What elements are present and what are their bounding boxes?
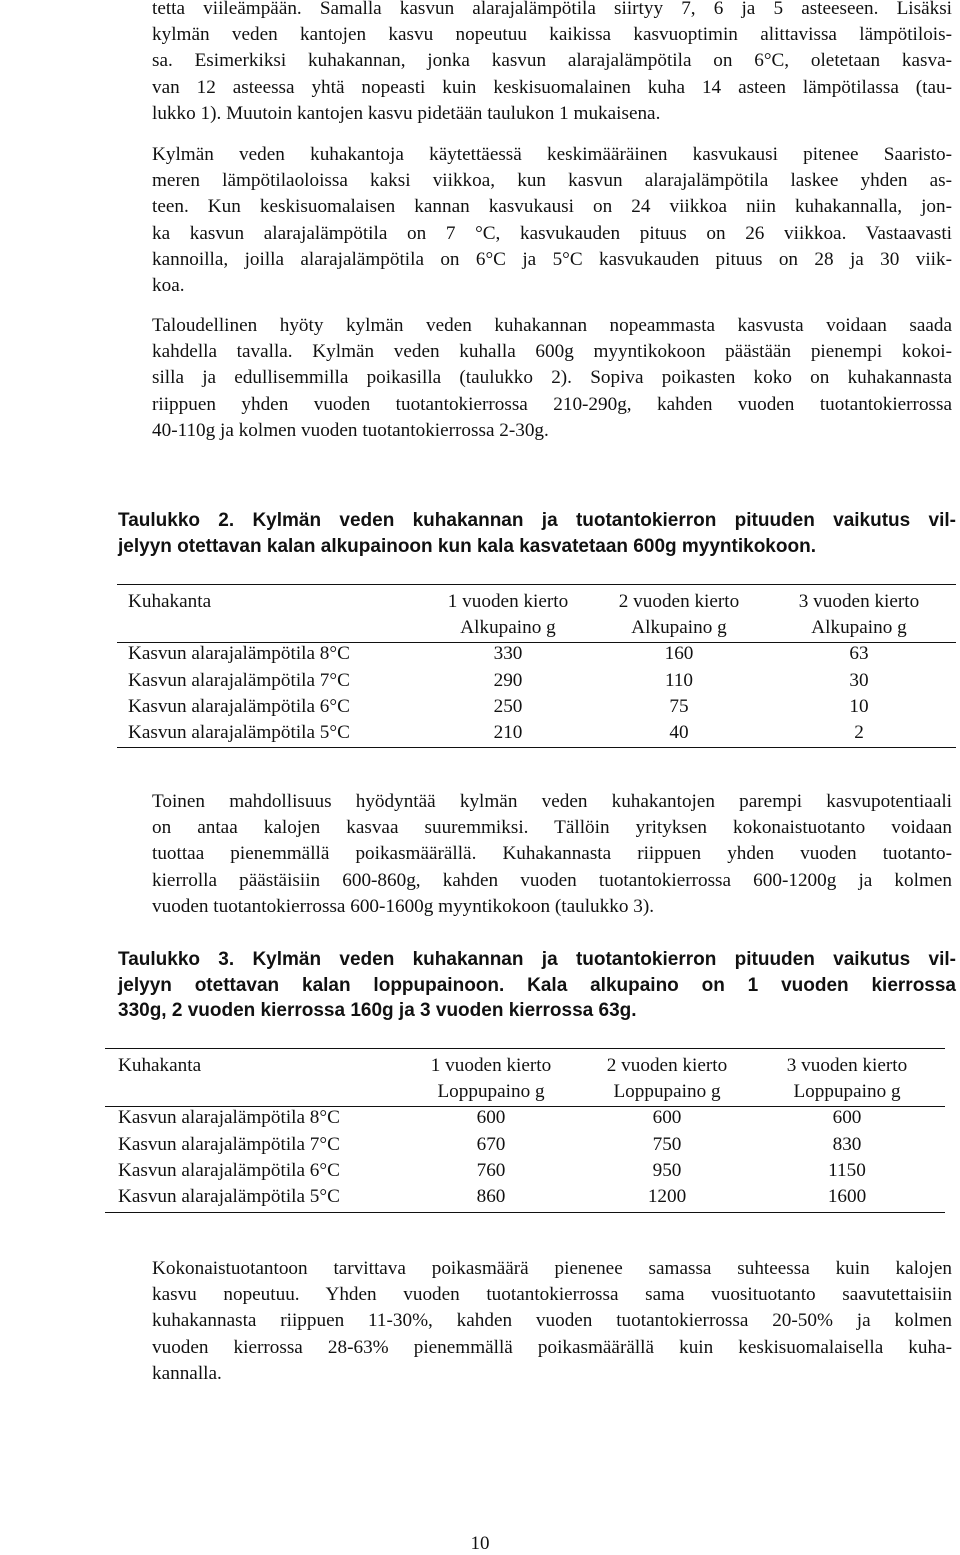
column-header: Loppupaino g bbox=[437, 1081, 545, 1103]
text-line: kylmän veden kantojen kasvu nopeutuu kaikissa kasvuoptimin alittavissa lämpötilois- bbox=[152, 24, 952, 46]
table-3-header-rule bbox=[105, 1106, 945, 1107]
table-cell: Kasvun alarajalämpötila 8°C bbox=[118, 1107, 340, 1129]
table-cell: 250 bbox=[493, 695, 523, 717]
table-3 bbox=[118, 1053, 936, 1210]
paragraph-3 bbox=[152, 313, 952, 444]
column-header: 1 vuoden kierto bbox=[447, 591, 569, 612]
table-cell: 290 bbox=[493, 669, 523, 691]
table-cell: 110 bbox=[664, 669, 694, 691]
table-2-header-rule bbox=[117, 642, 956, 643]
table-cell: 40 bbox=[669, 722, 689, 744]
table-3-bottom-rule bbox=[105, 1212, 945, 1213]
text-line: lukko 1). Muutoin kantojen kasvu pidetään taulukon 1 mukaisena. bbox=[152, 102, 661, 124]
table-cell: 63 bbox=[849, 643, 869, 665]
text-line: riippuen yhden vuoden tuotantokierrossa 210-290g, kahden vuoden tuotantokierrossa bbox=[152, 393, 952, 415]
table-cell: 670 bbox=[476, 1133, 506, 1155]
column-header: Loppupaino g bbox=[613, 1081, 721, 1103]
table-3-top-rule bbox=[105, 1048, 945, 1049]
table-header-row bbox=[128, 589, 948, 615]
column-header: Kuhakanta bbox=[118, 1055, 202, 1076]
column-header: 2 vuoden kierto bbox=[618, 591, 740, 612]
text-line: sa. Esimerkiksi kuhakannan, jonka kasvun alarajalämpötila on 6°C, oletetaan kasva- bbox=[152, 50, 952, 72]
table-row bbox=[118, 1184, 936, 1210]
text-line: on antaa kalojen kasvaa suuremmiksi. Tällöin yrityksen kokonaistuotanto voidaan bbox=[152, 817, 952, 839]
text-line: silla ja edullisemmilla poikasilla (taulukko 2). Sopiva poikasten koko on kuhakannasta bbox=[152, 367, 952, 389]
table-row bbox=[118, 1158, 936, 1184]
table-cell: 30 bbox=[849, 669, 869, 691]
text-line: meren lämpötilaoloissa kaksi viikkoa, kun kasvun alarajalämpötila laskee yhden as- bbox=[152, 170, 952, 192]
table-row bbox=[118, 1132, 936, 1158]
table-header-row bbox=[118, 1053, 936, 1079]
table-cell: 600 bbox=[476, 1107, 506, 1129]
table-3-caption bbox=[118, 947, 956, 1024]
table-cell: Kasvun alarajalämpötila 6°C bbox=[128, 695, 350, 717]
text-line: kierrolla päästäisiin 600-860g, kahden vuoden tuotantokierrossa 600-1200g ja kolmen bbox=[152, 869, 952, 891]
table-row bbox=[128, 641, 948, 667]
text-line: vuoden kierrossa 28-63% pienemmällä poikasmäärällä kuin keskisuomalaisella kuha- bbox=[152, 1336, 952, 1358]
table-2-caption bbox=[118, 508, 956, 559]
table-cell: Kasvun alarajalämpötila 8°C bbox=[128, 643, 350, 665]
table-header-row bbox=[128, 615, 948, 641]
table-2-top-rule bbox=[117, 584, 956, 585]
column-header bbox=[118, 1079, 406, 1105]
table-cell: 1150 bbox=[828, 1159, 866, 1181]
text-line: teen. Kun keskisuomalaisen kannan kasvukausi on 24 viikkoa niin kuhakannalla, jon- bbox=[152, 196, 952, 218]
text-line: 40-110g ja kolmen vuoden tuotantokierrossa 2-30g. bbox=[152, 419, 549, 441]
text-line: tuottaa pienemmällä poikasmäärällä. Kuhakannasta riippuen yhden vuoden tuotanto- bbox=[152, 843, 952, 865]
table-cell: Kasvun alarajalämpötila 7°C bbox=[128, 669, 350, 691]
table-row bbox=[128, 668, 948, 694]
column-header: 1 vuoden kierto bbox=[430, 1055, 552, 1076]
column-header: 3 vuoden kierto bbox=[786, 1055, 908, 1076]
text-line: van 12 asteessa yhtä nopeasti kuin keskisuomalainen kuha 14 asteen lämpötilassa (tau- bbox=[152, 76, 952, 98]
table-row bbox=[128, 720, 948, 746]
paragraph-1 bbox=[152, 0, 952, 127]
table-cell: Kasvun alarajalämpötila 5°C bbox=[128, 722, 350, 744]
table-cell: Kasvun alarajalämpötila 6°C bbox=[118, 1159, 340, 1181]
table-cell: 330 bbox=[493, 643, 523, 665]
table-row bbox=[118, 1105, 936, 1131]
table-2 bbox=[128, 589, 948, 746]
table-cell: Kasvun alarajalämpötila 5°C bbox=[118, 1186, 340, 1208]
table-cell: 10 bbox=[849, 695, 869, 717]
text-line: kahdella tavalla. Kylmän veden kuhalla 600g myyntikokoon päästään pienempi kokoi- bbox=[152, 341, 952, 363]
paragraph-5 bbox=[152, 1256, 952, 1387]
table-row bbox=[128, 694, 948, 720]
table-cell: 860 bbox=[476, 1186, 506, 1208]
table-cell: 1200 bbox=[647, 1186, 687, 1208]
column-header: Alkupaino g bbox=[460, 617, 556, 639]
table-cell: 950 bbox=[652, 1159, 682, 1181]
table-header-row bbox=[118, 1079, 936, 1105]
table-cell: 750 bbox=[652, 1133, 682, 1155]
table-cell: 600 bbox=[832, 1107, 862, 1129]
table-cell: 1600 bbox=[827, 1186, 867, 1208]
table-cell: 760 bbox=[476, 1159, 506, 1181]
text-line: kannalla. bbox=[152, 1362, 222, 1384]
text-line: Kylmän veden kuhakantoja käytettäessä keskimääräinen kasvukausi pitenee Saaristo- bbox=[152, 144, 952, 165]
caption-line: jelyyn otettavan kalan alkupainoon kun kala kasvatetaan 600g myyntikokoon. bbox=[118, 535, 816, 557]
table-cell: Kasvun alarajalämpötila 7°C bbox=[118, 1133, 340, 1155]
text-line: kannoilla, joilla alarajalämpötila on 6°C ja 5°C kasvukauden pituus on 28 ja 30 viik- bbox=[152, 248, 952, 270]
caption-line: 330g, 2 vuoden kierrossa 160g ja 3 vuoden kierrossa 63g. bbox=[118, 1000, 637, 1021]
text-line: koa. bbox=[152, 275, 185, 297]
paragraph-2 bbox=[152, 142, 952, 299]
column-header: Loppupaino g bbox=[793, 1081, 901, 1103]
table-2-bottom-rule bbox=[117, 747, 956, 748]
column-header: 3 vuoden kierto bbox=[798, 591, 920, 612]
column-header: Kuhakanta bbox=[128, 591, 212, 612]
column-header bbox=[128, 615, 428, 641]
text-line: ka kasvun alarajalämpötila on 7 °C, kasvukauden pituus on 26 viikkoa. Vastaavasti bbox=[152, 222, 952, 244]
column-header: Alkupaino g bbox=[631, 617, 727, 639]
column-header: 2 vuoden kierto bbox=[606, 1055, 728, 1076]
table-cell: 2 bbox=[854, 722, 864, 744]
text-line: kasvu nopeutuu. Yhden vuoden tuotantokierrossa sama vuosituotanto saavutettaisiin bbox=[152, 1284, 952, 1306]
caption-line: Taulukko 3. Kylmän veden kuhakannan ja tuotantokierron pituuden vaikutus vil- bbox=[118, 949, 956, 970]
text-line: tetta viileämpään. Samalla kasvun alarajalämpötila siirtyy 7, 6 ja 5 asteeseen. Lisäksi bbox=[152, 0, 952, 19]
table-cell: 160 bbox=[664, 643, 694, 665]
table-cell: 600 bbox=[652, 1107, 682, 1129]
text-line: vuoden tuotantokierrossa 600-1600g myyntikokoon (taulukko 3). bbox=[152, 895, 655, 917]
table-cell: 830 bbox=[832, 1133, 862, 1155]
table-cell: 210 bbox=[493, 722, 523, 744]
column-header: Alkupaino g bbox=[811, 617, 907, 639]
text-line: Taloudellinen hyöty kylmän veden kuhakannan nopeammasta kasvusta voidaan saada bbox=[152, 315, 952, 336]
caption-line: jelyyn otettavan kalan loppupainoon. Kala alkupaino on 1 vuoden kierrossa bbox=[118, 974, 956, 996]
text-line: Kokonaistuotantoon tarvittava poikasmäärä pienenee samassa suhteessa kuin kalojen bbox=[152, 1258, 952, 1279]
paragraph-4 bbox=[152, 789, 952, 920]
table-cell: 75 bbox=[669, 695, 689, 717]
text-line: kuhakannasta riippuen 11-30%, kahden vuoden tuotantokierrossa 20-50% ja kolmen bbox=[152, 1310, 952, 1332]
caption-line: Taulukko 2. Kylmän veden kuhakannan ja tuotantokierron pituuden vaikutus vil- bbox=[118, 510, 956, 531]
text-line: Toinen mahdollisuus hyödyntää kylmän veden kuhakantojen parempi kasvupotentiaali bbox=[152, 791, 952, 812]
page-number: 10 bbox=[470, 1533, 490, 1554]
